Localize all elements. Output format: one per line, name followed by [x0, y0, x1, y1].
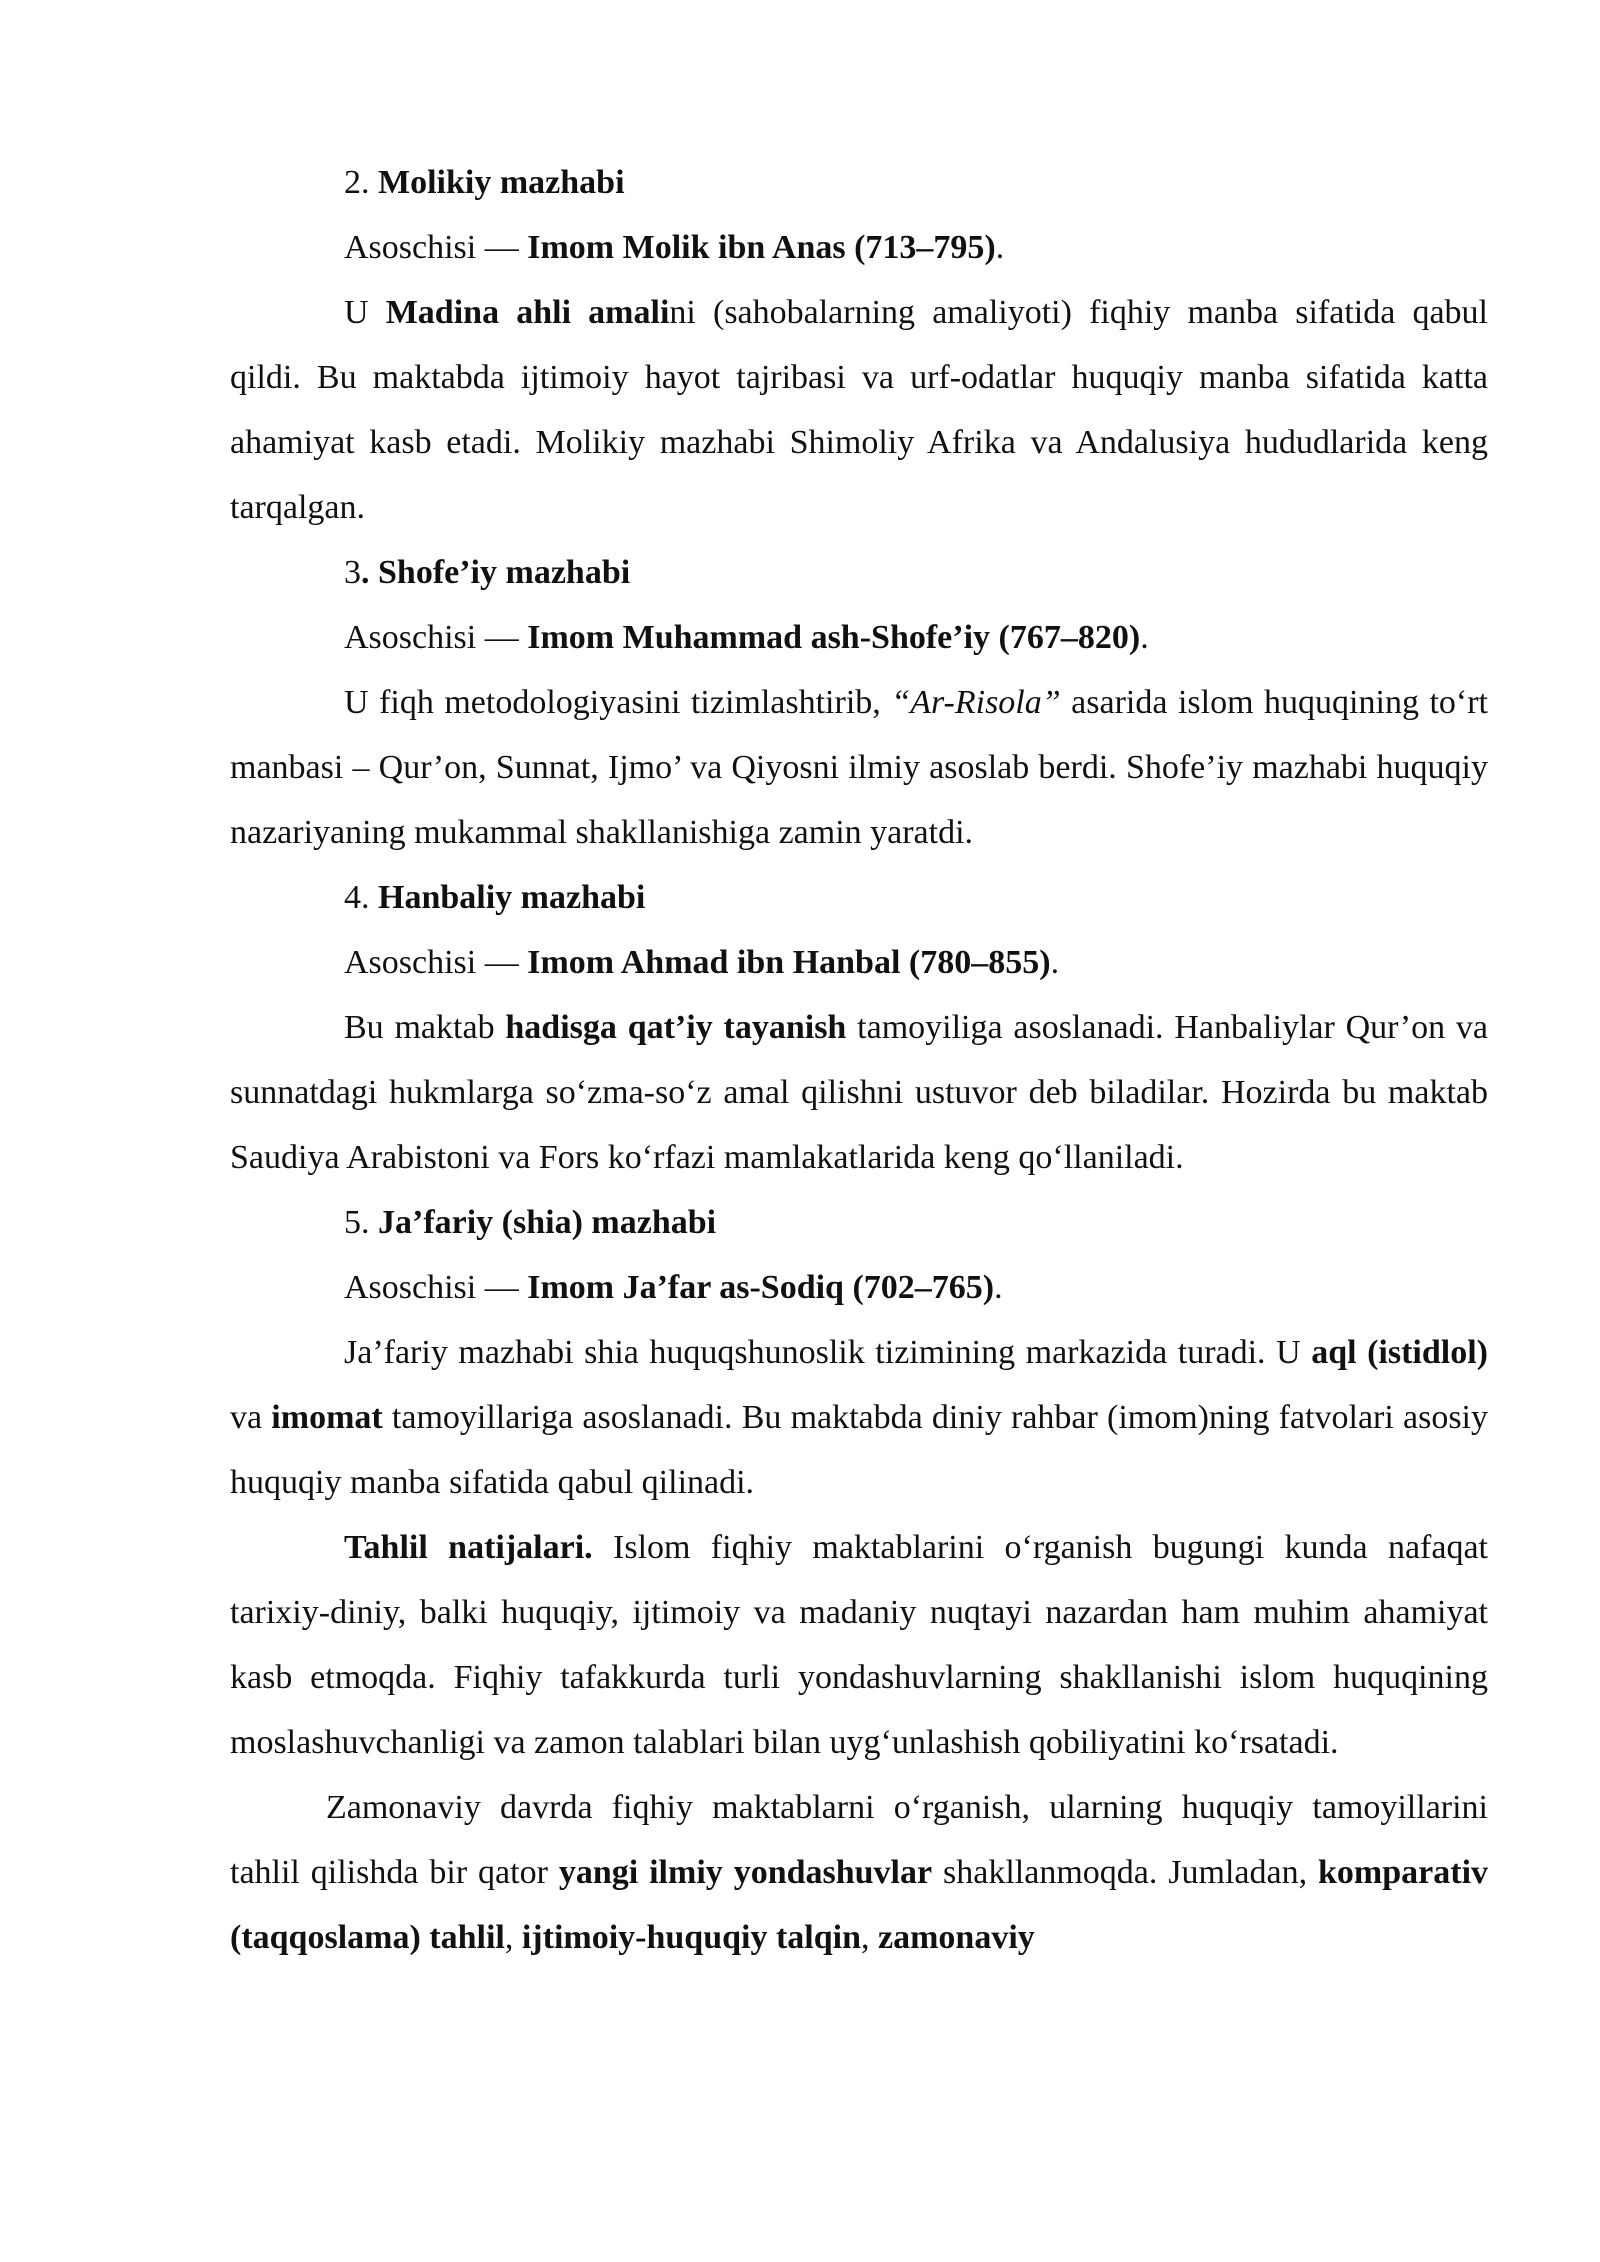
paragraph-bold-text: ijtimoiy-huquqiy talqin: [521, 1919, 862, 1956]
paragraph-text: Ja’fariy mazhabi shia huquqshunoslik tizimining markazida turadi. U: [344, 1334, 1312, 1371]
paragraph-bold-text: yangi ilmiy yondashuvlar: [558, 1854, 933, 1891]
paragraph-text: U fiqh metodologiyasini tizimlashtirib,: [344, 684, 892, 721]
section-heading: [230, 150, 1488, 215]
paragraph-text: Islom fiqhiy maktablarini o‘rganish bugungi kunda nafaqat tarixiy-diniy, balki huquqiy, ijtimoiy va madaniy nuqtayi nazardan ham muhim ahamiyat kasb etmoqda. Fiqhiy tafakkurda turli yondashuvlarning shakllanishi islom huquqining moslashuvchanligi va zamon talablari bilan uyg‘unlashish qobiliyatini ko‘rsatadi.: [230, 1529, 1488, 1761]
paragraph-text: ni (sahobalarning amaliyoti) fiqhiy manba sifatida qabul qildi. Bu maktabda ijtimoiy hayot tajribasi va urf-odatlar huquqiy manba sifatida katta ahamiyat kasb etadi. Molikiy mazhabi Shimoliy Afrika va Andalusiya hududlarida keng tarqalgan.: [230, 294, 1488, 526]
paragraph-text: asarida islom huquqining to‘rt manbasi – Qur’on, Sunnat, Ijmo’ va Qiyosni ilmiy asoslab berdi. Shofe’iy mazhabi huquqiy nazariyaning mukammal shakllanishiga zamin yaratdi.: [230, 684, 1488, 851]
founder-line: [230, 605, 1488, 670]
paragraph-bold-text: aql (istidlol): [1311, 1334, 1488, 1371]
paragraph-text: tamoyillariga asoslanadi. Bu maktabda diniy rahbar (imom)ning fatvolari asosiy huquqiy manba sifatida qabul qilinadi.: [230, 1399, 1489, 1501]
section-heading: [230, 540, 1488, 605]
paragraph-text: ,: [504, 1919, 522, 1956]
founder-suffix: .: [1140, 619, 1149, 656]
founder-prefix: Asoschisi —: [344, 229, 528, 266]
paragraph-bold-text: Madina ahli amali: [385, 294, 670, 331]
paragraph-text: Bu maktab: [344, 1009, 506, 1046]
paragraph-bold-text: komparativ (taqqoslama) tahlil: [230, 1854, 1489, 1956]
paragraph-text: Zamonaviy davrda fiqhiy maktablarni o‘rganish, ularning huquqiy tamoyillarini tahlil qilishda bir qator: [230, 1789, 1488, 1891]
paragraph-text: tamoyiliga asoslanadi. Hanbaliylar Qur’on va sunnatdagi hukmlarga so‘zma-so‘z amal qilishni ustuvor deb biladilar. Hozirda bu maktab Saudiya Arabistoni va Fors ko‘rfazi mamlakatlarida keng qo‘llaniladi.: [230, 1009, 1488, 1176]
section-paragraph: [230, 670, 1488, 865]
paragraph-text: va: [230, 1399, 272, 1436]
section-number: 3: [344, 554, 361, 591]
founder-suffix: .: [1050, 944, 1060, 981]
paragraph-text: shakllanmoqda. Jumladan,: [932, 1854, 1319, 1891]
paragraph-bold-text: hadisga qat’iy tayanish: [505, 1009, 847, 1046]
founder-name: Imom Ja’far as-Sodiq (702–765): [527, 1269, 995, 1306]
founder-prefix: Asoschisi —: [344, 944, 528, 981]
founder-suffix: .: [995, 229, 1005, 266]
section-number: 5.: [344, 1204, 370, 1241]
founder-name: Imom Molik ibn Anas (713–795): [527, 229, 996, 266]
founder-name: Imom Ahmad ibn Hanbal (780–855): [527, 944, 1051, 981]
paragraph-italic-text: “Ar-Risola”: [891, 684, 1061, 721]
section-title: . Shofe’iy mazhabi: [361, 554, 631, 591]
section-paragraph: [230, 280, 1488, 540]
paragraph-text: ,: [861, 1919, 879, 1956]
founder-prefix: Asoschisi —: [344, 619, 528, 656]
analysis-label: Tahlil natijalari.: [344, 1529, 593, 1566]
founder-name: Imom Muhammad ash-Shofe’iy (767–820): [527, 619, 1141, 656]
section-title: Hanbaliy mazhabi: [378, 879, 646, 916]
founder-line: [230, 215, 1488, 280]
section-paragraph: [230, 995, 1488, 1190]
section-paragraph: [230, 1320, 1488, 1515]
section-heading: [230, 865, 1488, 930]
modern-paragraph: [230, 1775, 1488, 1970]
section-heading: [230, 1190, 1488, 1255]
paragraph-bold-text: zamonaviy: [878, 1919, 1035, 1956]
paragraph-bold-text: imomat: [271, 1399, 383, 1436]
founder-line: [230, 930, 1488, 995]
founder-suffix: .: [994, 1269, 1003, 1306]
analysis-paragraph: [230, 1515, 1488, 1775]
section-number: 4.: [344, 879, 370, 916]
founder-line: [230, 1255, 1488, 1320]
paragraph-text: U: [344, 294, 386, 331]
section-title: Molikiy mazhabi: [378, 164, 625, 201]
section-number: 2.: [344, 164, 370, 201]
document-body: [230, 150, 1488, 1970]
section-title: Ja’fariy (shia) mazhabi: [378, 1204, 717, 1241]
founder-prefix: Asoschisi —: [344, 1269, 528, 1306]
